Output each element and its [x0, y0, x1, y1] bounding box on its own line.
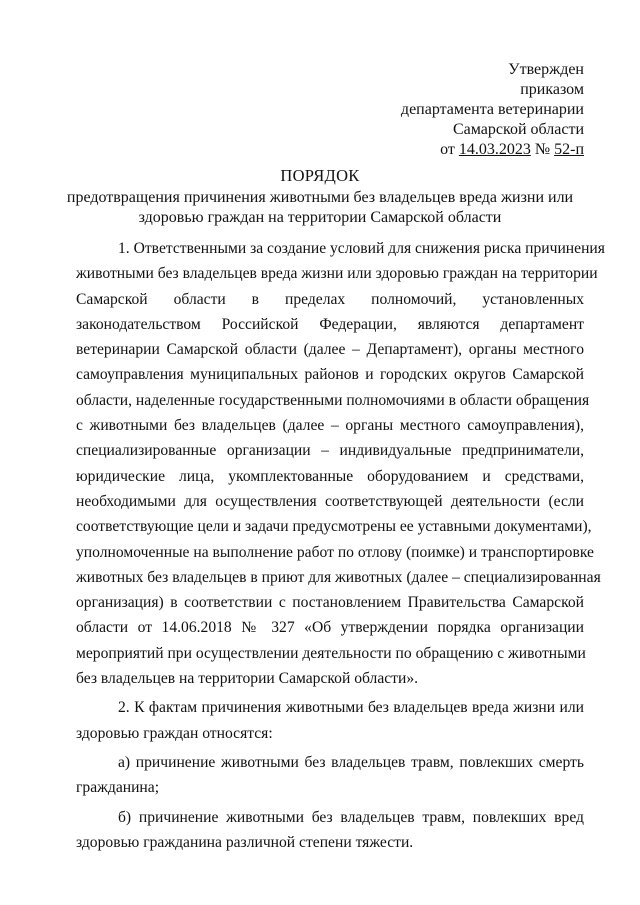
document-heading — [40, 166, 600, 228]
paragraph-line: здоровью гражданина различной степени тяжести. — [76, 833, 414, 851]
approval-stamp — [401, 60, 584, 160]
document-subtitle-line-2: здоровью граждан на территории Самарской области — [138, 209, 502, 226]
paragraph-line: животных без владельцев в приют для животных (далее – специализированная — [76, 568, 601, 586]
paragraph-line: 1. Ответственными за создание условий для снижения риска причинения — [118, 240, 605, 257]
paragraph-line: соответствующие цели и задачи предусмотрены ее уставными документами), — [76, 518, 592, 536]
paragraph-line: без владельцев на территории Самарской области». — [76, 670, 419, 688]
paragraph-line: ветеринарии Самарской области (далее – Департамент), органы местного — [76, 341, 584, 359]
approval-line-department: департамента ветеринарии — [400, 101, 584, 118]
paragraph-line: б) причинение животными без владельцев травм, повлекших вред — [118, 808, 584, 826]
paragraph-line: а) причинение животными без владельцев травм, повлекших смерть — [118, 753, 584, 771]
paragraph-line: юридические лица, укомплектованные оборудованием и средствами, — [76, 467, 584, 485]
approval-line-date-number — [401, 140, 584, 160]
paragraph-line: специализированные организации – индивидуальные предприниматели, — [76, 442, 584, 460]
paragraph-line: гражданина; — [76, 779, 160, 797]
paragraph-line: уполномоченные на выполнение работ по отлову (поимке) и транспортировке — [76, 543, 594, 561]
approval-number: 52-п — [554, 141, 584, 158]
paragraph-line: здоровью граждан относятся: — [76, 724, 273, 742]
paragraph — [76, 805, 584, 856]
document-title: ПОРЯДОК — [280, 166, 360, 185]
paragraph — [76, 695, 584, 746]
paragraph-line: организация) в соответствии с постановлением Правительства Самарской — [76, 594, 584, 612]
approval-date: 14.03.2023 — [458, 141, 531, 158]
paragraph-line: области от 14.06.2018 № 327 «Об утверждении порядка организации — [76, 619, 584, 637]
approval-date-prefix: от — [440, 141, 459, 158]
approval-line-region: Самарской области — [453, 121, 584, 138]
approval-number-sign: № — [530, 141, 555, 158]
paragraph-line: с животными без владельцев (далее – органы местного самоуправления), — [76, 417, 584, 435]
paragraph — [76, 236, 605, 691]
document-subtitle-line-1: предотвращения причинения животными без владельцев вреда жизни или — [66, 189, 574, 206]
approval-line-approved: Утвержден — [508, 61, 584, 78]
paragraph-line: 2. К фактам причинения животными без владельцев вреда жизни или — [118, 699, 584, 717]
paragraph-line: самоуправления муниципальных районов и городских округов Самарской — [76, 366, 584, 384]
paragraph-line: области, наделенные государственными полномочиями в области обращения — [76, 391, 590, 409]
paragraph-line: животными без владельцев вреда жизни или здоровью граждан на территории — [76, 265, 598, 283]
paragraph — [76, 750, 584, 801]
paragraph-line: необходимыми для осуществления соответствующей деятельности (если — [76, 492, 584, 510]
paragraph-line: Самарской области в пределах полномочий, установленных — [76, 290, 584, 308]
approval-line-order: приказом — [520, 81, 584, 98]
paragraph-line: мероприятий при осуществлении деятельности по обращению с животными — [76, 644, 586, 662]
paragraph-line: законодательством Российской Федерации, являются департамент — [76, 315, 584, 333]
document-body — [76, 236, 605, 855]
